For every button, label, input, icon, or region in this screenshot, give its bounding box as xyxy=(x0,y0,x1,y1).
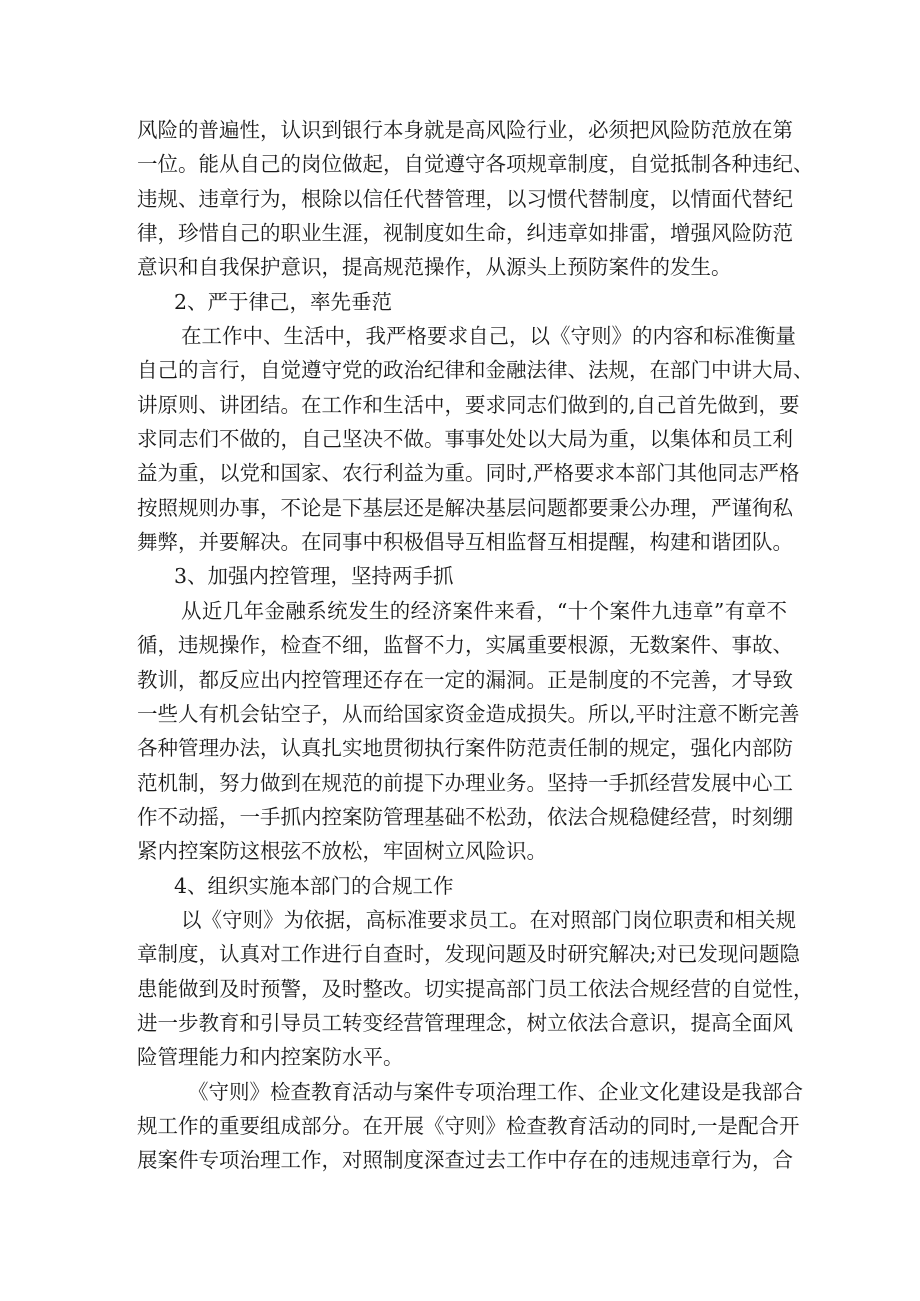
text-line: 一位。能从自己的岗位做起，自觉遵守各项规章制度，自觉抵制各种违纪、 xyxy=(137,152,814,177)
text-line: 范机制，努力做到在规范的前提下办理业务。坚持一手抓经营发展中心工 xyxy=(137,770,793,795)
text-line: 患能做到及时预警，及时整改。切实提高部门员工依法合规经营的自觉性， xyxy=(137,976,814,1001)
text-line: 各种管理办法，认真扎实地贯彻执行案件防范责任制的规定，强化内部防 xyxy=(137,736,793,761)
text-line: 律，珍惜自己的职业生涯，视制度如生命，纠违章如排雷，增强风险防范 xyxy=(137,221,793,246)
text-line: 按照规则办事，不论是下基层还是解决基层问题都要秉公办理，严谨徇私 xyxy=(137,495,793,520)
text-line: 益为重，以党和国家、农行利益为重。同时,严格要求本部门其他同志严格 xyxy=(137,461,800,486)
text-line: 求同志们不做的，自己坚决不做。事事处处以大局为重，以集体和员工利 xyxy=(137,427,793,452)
text-line: 循，违规操作，检查不细，监督不力，实属重要根源，无数案件、事故、 xyxy=(137,633,793,658)
text-line: 讲原则、讲团结。在工作和生活中，要求同志们做到的,自己首先做到，要 xyxy=(137,392,800,417)
text-line: 教训，都反应出内控管理还存在一定的漏洞。正是制度的不完善，才导致 xyxy=(137,667,793,692)
section-heading: 2、严于律己，率先垂范 xyxy=(174,289,393,314)
text-line: 《守则》检查教育活动与案件专项治理工作、企业文化建设是我部合 xyxy=(188,1079,803,1104)
text-line: 进一步教育和引导员工转变经营管理理念，树立依法合意识，提高全面风 xyxy=(137,1010,793,1035)
document-body xyxy=(137,113,814,1178)
section-heading: 3、加强内控管理，坚持两手抓 xyxy=(174,564,454,589)
text-line: 意识和自我保护意识，提高规范操作，从源头上预防案件的发生。 xyxy=(137,255,732,280)
text-line: 在工作中、生活中，我严格要求自己，以《守则》的内容和标准衡量 xyxy=(181,324,796,349)
text-line: 紧内控案防这根弦不放松，牢固树立风险识。 xyxy=(137,839,547,864)
text-line: 作不动摇，一手抓内控案防管理基础不松劲，依法合规稳健经营，时刻绷 xyxy=(137,804,793,829)
text-line: 自己的言行，自觉遵守党的政治纪律和金融法律、法规，在部门中讲大局、 xyxy=(137,358,814,383)
text-line: 从近几年金融系统发生的经济案件来看，“十个案件九违章”有章不 xyxy=(181,598,787,623)
text-line: 舞弊，并要解决。在同事中积极倡导互相监督互相提醒，构建和谐团队。 xyxy=(137,530,793,555)
text-line: 风险的普遍性，认识到银行本身就是高风险行业，必须把风险防范放在第 xyxy=(137,118,793,142)
text-line: 险管理能力和内控案防水平。 xyxy=(137,1045,404,1070)
text-line: 展案件专项治理工作，对照制度深查过去工作中存在的违规违章行为，合 xyxy=(137,1148,793,1173)
section-heading: 4、组织实施本部门的合规工作 xyxy=(174,873,454,898)
text-line: 一些人有机会钻空子，从而给国家资金造成损失。所以,平时注意不断完善 xyxy=(137,701,800,726)
text-line: 规工作的重要组成部分。在开展《守则》检查教育活动的同时,一是配合开 xyxy=(137,1113,800,1138)
text-line: 违规、违章行为，根除以信任代替管理，以习惯代替制度，以情面代替纪 xyxy=(137,186,793,211)
text-line: 章制度，认真对工作进行自查时，发现问题及时研究解决;对已发现问题隐 xyxy=(137,942,800,967)
text-line: 以《守则》为依据，高标准要求员工。在对照部门岗位职责和相关规 xyxy=(181,907,796,932)
